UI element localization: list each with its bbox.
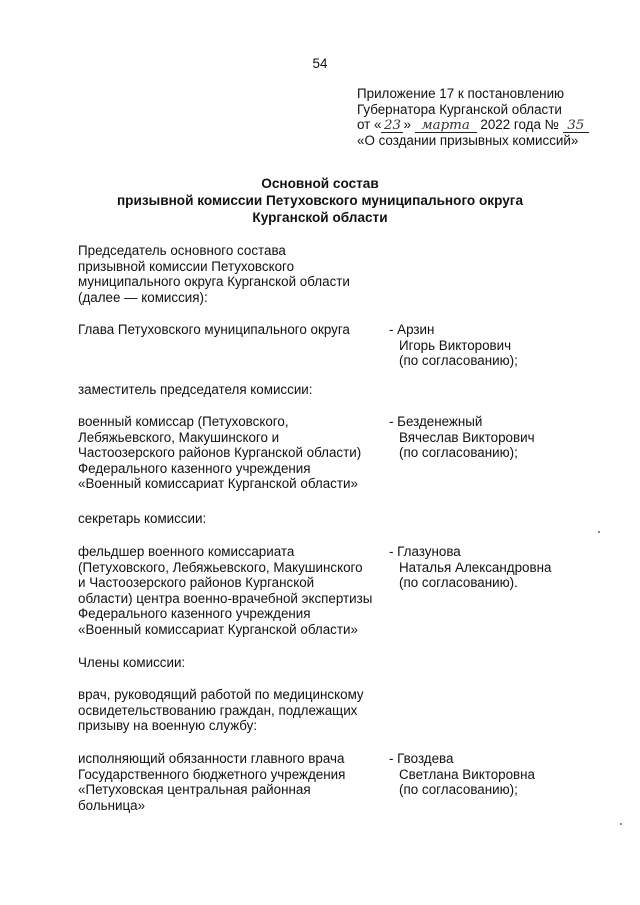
position-line: Частоозерского районов Курганской области) [78,445,362,461]
position-line: (Петуховского, Лебяжьевского, Макушинского [78,559,363,575]
chairman-position [78,322,378,338]
doctor-heading-line: освидетельствованию граждан, подлежащих [78,702,358,718]
person-name-line: - Арзин [389,322,435,337]
annex-quote-open: « [374,117,382,133]
annex-line-4: «О создании призывных комиссий» [357,133,579,149]
position-line: фельдшер военного комиссариата [78,544,295,559]
person-name-line: - Гвоздева [389,751,454,766]
secretary-person [389,544,609,591]
doctor-heading-line: призыву на военную службу: [78,718,258,734]
secretary-heading: секретарь комиссии: [78,511,207,526]
annex-from: от [357,117,371,133]
chairman-heading-line: муниципального округа Курганской области [78,274,350,290]
position-line: Федерального казенного учреждения [78,460,311,476]
annex-line-1: Приложение 17 к постановлению [357,86,565,101]
position-line: Государственного бюджетного учреждения [78,766,346,782]
annex-quote-close: » [403,117,411,133]
annex-year: 2022 года № [480,117,560,133]
scan-speck [598,531,600,533]
person-name-line: Игорь Викторович [399,337,512,353]
person-name-line: - Глазунова [389,544,461,559]
deputy-person [389,414,609,461]
position-line: военный комиссар (Петуховского, [78,414,289,429]
annex-number: 35 [563,119,589,133]
position-line: Лебяжьевского, Макушинского и [78,429,280,445]
deputy-position [78,414,378,492]
person-note-line: (по согласованию); [399,445,518,461]
scan-speck [620,823,622,825]
position-line: Федерального казенного учреждения [78,606,311,622]
position-line: «Военный комиссариат Курганской области» [78,621,358,637]
annex-date-line [357,117,632,133]
person-name-line: Вячеслав Викторович [399,429,535,445]
position-line: и Частоозерского районов Курганской [78,575,315,591]
annex-line-2: Губернатора Курганской области [357,101,562,117]
document-title [0,175,640,226]
secretary-position [78,544,378,638]
doctor-heading [78,687,378,734]
doctor-person [389,751,609,798]
position-line: области) центра военно-врачебной экспертизы [78,590,373,606]
chairman-person [389,322,609,369]
position-line: Глава Петуховского муниципального округа [78,322,350,337]
person-name-line: - Безденежный [389,414,483,429]
title-line-1: Основной состав [261,176,379,191]
chairman-heading-line: (далее — комиссия): [78,289,208,305]
chairman-heading-line: Председатель основного состава [78,243,286,258]
annex-block [357,86,632,149]
position-line: «Петуховская центральная районная [78,782,311,798]
annex-day: 23 [381,119,403,133]
members-heading: Члены комиссии: [78,655,186,670]
person-name-line: Светлана Викторовна [399,766,535,782]
title-line-2: призывной комиссии Петуховского муниципального округа [116,193,524,208]
doctor-position [78,751,378,813]
person-note-line: (по согласованию). [399,575,518,591]
chairman-heading [78,243,378,305]
person-note-line: (по согласованию); [399,353,518,369]
annex-month: марта [415,119,477,133]
doctor-heading-line: врач, руководящий работой по медицинскому [78,687,364,702]
title-line-3: Курганской области [252,210,388,225]
position-line: исполняющий обязанности главного врача [78,751,345,766]
chairman-heading-line: призывной комиссии Петуховского [78,258,295,274]
deputy-heading: заместитель председателя комиссии: [78,382,313,397]
person-note-line: (по согласованию); [399,782,518,798]
person-name-line: Наталья Александровна [399,559,552,575]
page-number: 54 [312,56,328,71]
position-line: больница» [78,797,146,813]
position-line: «Военный комиссариат Курганской области» [78,476,358,492]
